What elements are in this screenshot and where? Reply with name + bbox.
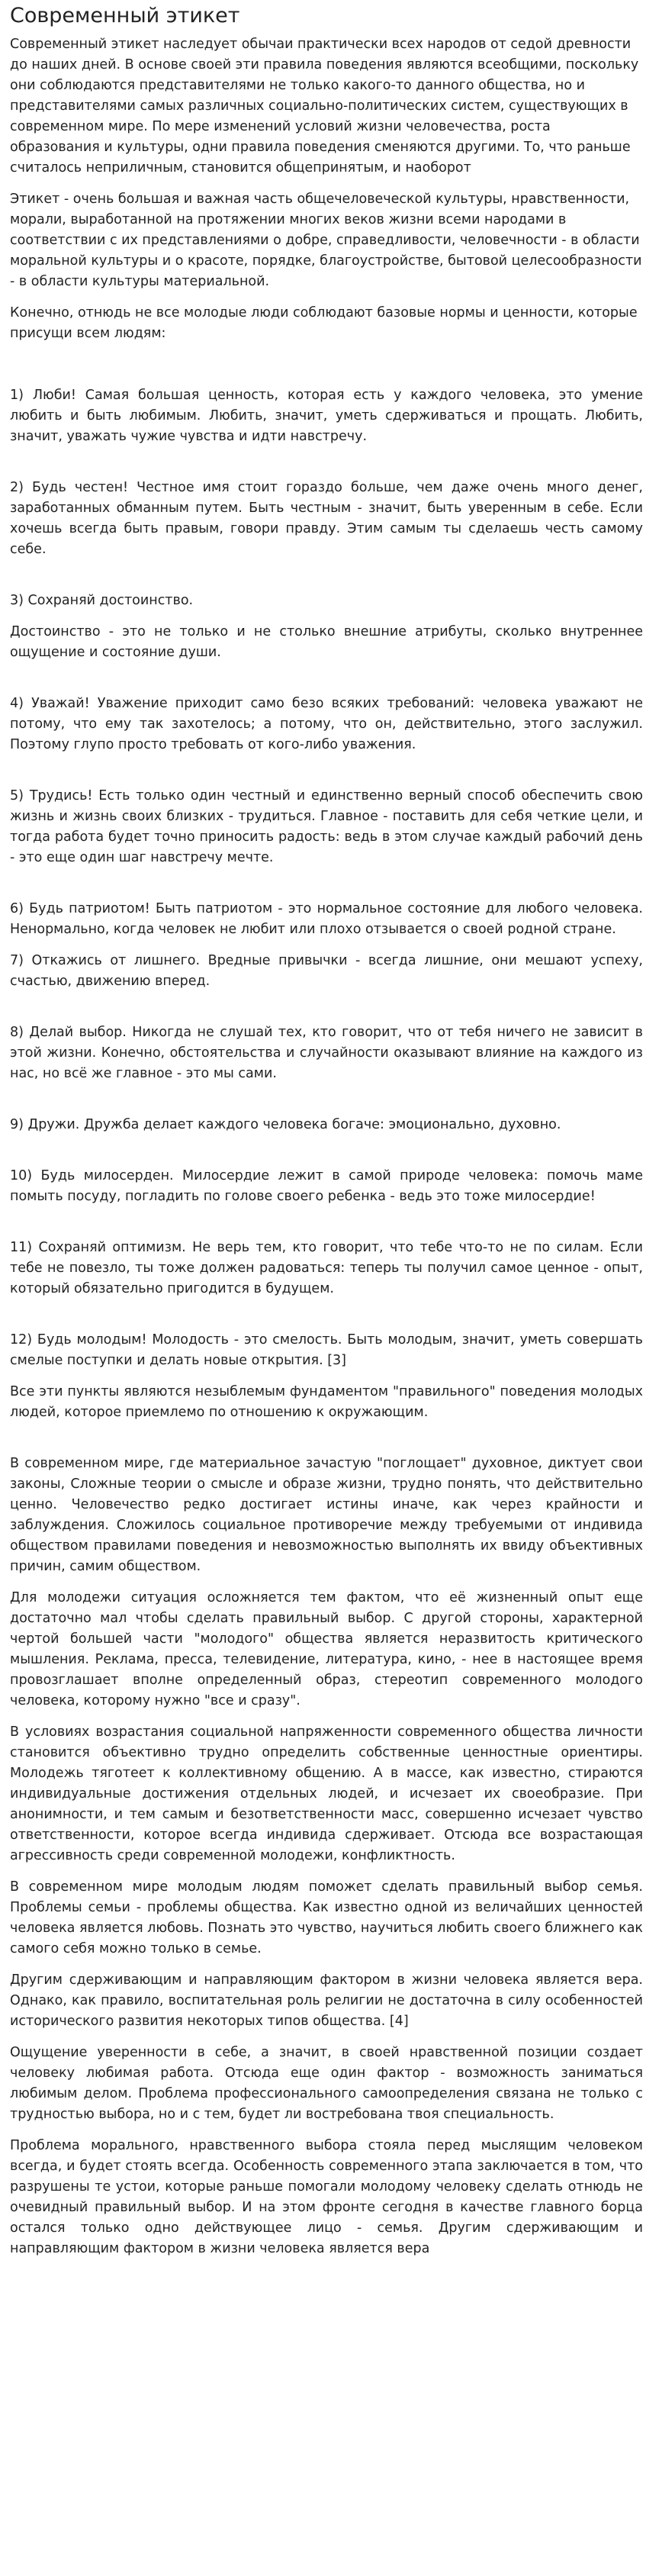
list-item: 10) Будь милосерден. Милосердие лежит в самой природе человека: помочь маме помыть посуду, погладить по голове своего ребенка - ведь это тоже милосердие! [10, 1168, 643, 1204]
body-paragraph: Для молодежи ситуация осложняется тем фактом, что её жизненный опыт еще достаточно мал чтобы сделать правильный выбор. С другой стороны, характерной чертой большей части "молодого" общества является неразвитость критического мышления. Реклама, пресса, телевидение, литература, кино, - нее в настоящее время провозглашает вполне определенный образ, стереотип современного молодого человека, которому нужно "все и сразу". [10, 1590, 643, 1708]
list-gap [10, 940, 643, 951]
intro-section [10, 34, 643, 344]
list-item: Все эти пункты являются незыблемым фундаментом "правильного" поведения молодых людей, которое приемлемо по отношению к окружающим. [10, 1384, 643, 1420]
list-gap [10, 755, 643, 786]
body-paragraph: В современном мире, где материальное зачастую "поглощает" духовное, диктует свои законы, Сложные теории о смысле и образе жизни, трудно понять, что действительно ценно. Человечество редко достигает истины иначе, как через крайности и заблуждения. Сложилось социальное противоречие между требуемыми от индивида обществом правилами поведения и невозможностью выполнять их ввиду объективных причин, самим обществом. [10, 1456, 643, 1574]
list-gap [10, 447, 643, 478]
list-gap [10, 1084, 643, 1115]
list-item: 5) Трудись! Есть только один честный и единственно верный способ обеспечить свою жизнь и жизнь своих близких - трудиться. Главное - поставить для себя четкие цели, и тогда работа будет точно приносить радость: ведь в этом случае каждый рабочий день - это еще один шаг навстречу мечте. [10, 788, 643, 865]
list-item: 7) Откажись от лишнего. Вредные привычки - всегда лишние, они мешают успеху, счастью, движению вперед. [10, 953, 643, 989]
list-gap [10, 611, 643, 622]
intro-paragraph: Конечно, отнюдь не все молодые люди соблюдают базовые нормы и ценности, которые присущи всем людям: [10, 305, 638, 341]
list-gap [10, 355, 643, 385]
body-paragraph: В условиях возрастания социальной напряженности современного общества личности становится объективно трудно определить собственные ценностные ориентиры. Молодежь тяготеет к коллективному общению. А в массе, как известно, стираются индивидуальные достижения отдельных людей, и исчезает их своеобразие. При анонимности, и тем самым и безответственности масс, совершенно исчезает чувство ответственности, которое всегда индивида сдерживает. Отсюда все возрастающая агрессивность среди современной молодежи, конфликтность. [10, 1724, 643, 1863]
list-item: 4) Уважай! Уважение приходит само безо всяких требований: человека уважают не потому, что ему так захотелось; а потому, что он, действительно, этого заслужил. Поэтому глупо просто требовать от кого-либо уважения. [10, 696, 643, 752]
body-paragraph: В современном мире молодым людям поможет сделать правильный выбор семья. Проблемы семьи - проблемы общества. Как известно одной из величайших ценностей человека является любовь. Познать это чувство, научиться любить своего ближнего как самого себя можно только в семье. [10, 1879, 643, 1956]
list-gap [10, 1135, 643, 1166]
body-paragraph: Ощущение уверенности в себе, а значит, в своей нравственной позиции создает человеку любимая работа. Отсюда еще один фактор - возможность заниматься любимым делом. Проблема профессионального самоопределения связана не только с трудностью выбора, но и с тем, будет ли востребована твоя специальность. [10, 2045, 643, 2122]
list-item: 8) Делай выбор. Никогда не слушай тех, кто говорит, что от тебя ничего не зависит в этой жизни. Конечно, обстоятельства и случайности оказывают влияние на каждого из нас, но всё же главное - это мы сами. [10, 1025, 643, 1081]
list-gap [10, 868, 643, 899]
values-list [10, 355, 643, 1454]
page-title: Современный этикет [10, 4, 240, 27]
body-paragraph: Проблема морального, нравственного выбора стояла перед мыслящим человеком всегда, и будет стоять всегда. Особенность современного этапа заключается в том, что разрушены те устои, которые раньше помогали молодому человеку сделать отнюдь не очевидный правильный выбор. И на этом фронте сегодня в качестве главного борца остался только одно действующее лицо - семья. Другим сдерживающим и направляющим фактором в жизни человека является вера [10, 2138, 643, 2256]
list-item: 12) Будь молодым! Молодость - это смелость. Быть молодым, значит, уметь совершать смелые поступки и делать новые открытия. [3] [10, 1332, 643, 1368]
list-gap [10, 1423, 643, 1454]
list-item: 1) Люби! Самая большая ценность, которая есть у каждого человека, это умение любить и быть любимым. Любить, значит, уметь сдерживаться и прощать. Любить, значит, уважать чужие чувства и идти навстречу. [10, 388, 643, 444]
list-item: 9) Дружи. Дружба делает каждого человека богаче: эмоционально, духовно. [10, 1117, 561, 1132]
intro-paragraph: Современный этикет наследует обычаи практически всех народов от седой древности до наших дней. В основе своей эти правила поведения являются всеобщими, поскольку они соблюдаются представителями не только какого-то данного общества, но и представителями самых различных социально-политических систем, существующих в современном мире. По мере изменений условий жизни человечества, роста образования и культуры, одни правила поведения сменяются другими. То, что раньше считалось неприличным, становится общепринятым, и наоборот [10, 37, 639, 175]
list-gap [10, 663, 643, 694]
list-gap [10, 992, 643, 1022]
list-gap [10, 1207, 643, 1238]
body-section [10, 1454, 643, 2259]
list-gap [10, 1299, 643, 1330]
list-gap [10, 1371, 643, 1382]
list-item: Достоинство - это не только и не столько внешние атрибуты, сколько внутреннее ощущение и состояние души. [10, 624, 643, 660]
list-item: 3) Сохраняй достоинство. [10, 593, 194, 608]
intro-paragraph: Этикет - очень большая и важная часть общечеловеческой культуры, нравственности, морали, выработанной на протяжении многих веков жизни всеми народами в соответствии с их представлениями о добре, справедливости, человечности - в области моральной культуры и о красоте, порядке, благоустройстве, бытовой целесообразности - в области культуры материальной. [10, 192, 642, 289]
list-item: 6) Будь патриотом! Быть патриотом - это нормальное состояние для любого человека. Ненормально, когда человек не любит или плохо отзывается о своей родной стране. [10, 901, 643, 937]
list-gap [10, 560, 643, 591]
body-paragraph: Другим сдерживающим и направляющим фактором в жизни человека является вера. Однако, как правило, воспитательная роль религии не достаточна в силу особенностей исторического развития некоторых типов общества. [4] [10, 1972, 643, 2029]
list-item: 11) Сохраняй оптимизм. Не верь тем, кто говорит, что тебе что-то не по силам. Если тебе не повезло, ты тоже должен радоваться: теперь ты получил самое ценное - опыт, который обязательно пригодится в будущем. [10, 1240, 643, 1296]
list-item: 2) Будь честен! Честное имя стоит гораздо больше, чем даже очень много денег, заработанных обманным путем. Быть честным - значит, быть уверенным в себе. Если хочешь всегда быть правым, говори правду. Этим самым ты сделаешь честь самому себе. [10, 480, 643, 557]
